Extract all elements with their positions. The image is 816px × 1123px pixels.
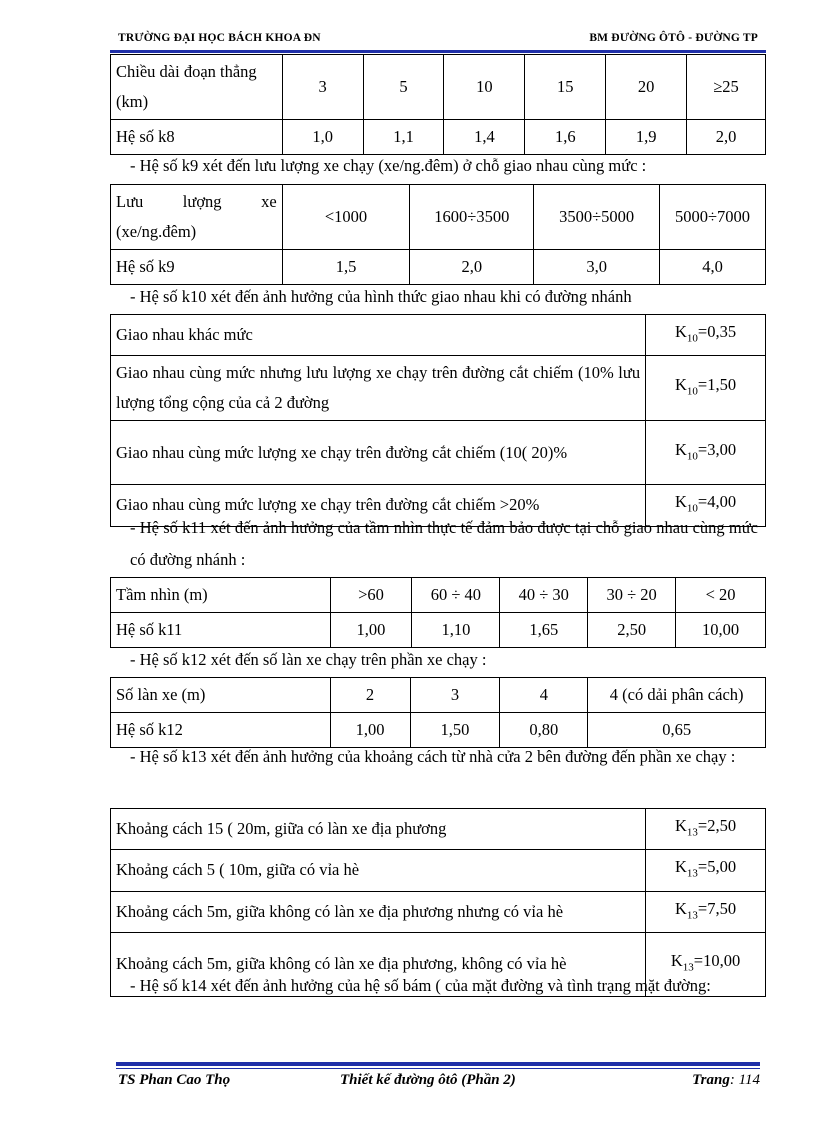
table-cell: Số làn xe (m) bbox=[111, 678, 331, 713]
table-cell: Giao nhau cùng mức lượng xe chạy trên đường cắt chiếm (10( 20)% bbox=[111, 421, 646, 485]
table-cell: Giao nhau khác mức bbox=[111, 315, 646, 356]
page-header bbox=[118, 32, 758, 50]
table-cell: 60 ÷ 40 bbox=[412, 578, 500, 613]
table-cell: 1,00 bbox=[330, 713, 410, 748]
paragraph-k12: - Hệ số k12 xét đến số làn xe chạy trên phần xe chạy : bbox=[130, 650, 487, 669]
footer-page-number: : 114 bbox=[729, 1072, 760, 1088]
table-cell: 3 bbox=[410, 678, 500, 713]
table-cell: 2,0 bbox=[687, 120, 766, 155]
table-cell: 1,5 bbox=[282, 250, 410, 285]
table-row bbox=[111, 578, 766, 613]
paragraph-k13: - Hệ số k13 xét đến ảnh hưởng của khoảng cách từ nhà cửa 2 bên đường đến phần xe chạy : bbox=[130, 747, 736, 766]
paragraph-k9: - Hệ số k9 xét đến lưu lượng xe chạy (xe/ng.đêm) ở chỗ giao nhau cùng mức : bbox=[130, 156, 647, 175]
coef-symbol: K bbox=[674, 439, 687, 459]
table-row bbox=[111, 315, 766, 356]
table-row bbox=[111, 356, 766, 421]
table-cell: 2,0 bbox=[410, 250, 534, 285]
table-cell: 10,00 bbox=[676, 613, 766, 648]
coef-subscript: 10 bbox=[686, 502, 698, 515]
table-cell bbox=[646, 315, 766, 356]
table-cell: 2 bbox=[330, 678, 410, 713]
table-cell: 5000÷7000 bbox=[660, 185, 766, 250]
table-cell: 1600÷3500 bbox=[410, 185, 534, 250]
table-cell: 20 bbox=[606, 55, 687, 120]
coef-value: =5,00 bbox=[697, 857, 737, 877]
table-cell: 30 ÷ 20 bbox=[588, 578, 676, 613]
table-row bbox=[111, 185, 766, 250]
table-cell: Giao nhau cùng mức lượng xe chạy trên đường cắt chiếm >20% bbox=[111, 485, 646, 526]
coef-subscript: 13 bbox=[686, 867, 698, 880]
table-cell: 1,1 bbox=[363, 120, 444, 155]
table-k10 bbox=[110, 314, 766, 527]
table-row bbox=[111, 678, 766, 713]
table-cell: Khoảng cách 15 ( 20m, giữa có làn xe địa phương bbox=[111, 809, 646, 850]
coef-symbol: K bbox=[670, 951, 683, 971]
table-cell: 10 bbox=[444, 55, 525, 120]
coef-value: =3,00 bbox=[697, 439, 737, 459]
table-cell: ≥25 bbox=[687, 55, 766, 120]
table-cell: 1,65 bbox=[500, 613, 588, 648]
table-cell bbox=[646, 809, 766, 850]
table-cell: Hệ số k11 bbox=[111, 613, 331, 648]
coef-subscript: 10 bbox=[686, 332, 698, 345]
table-k8 bbox=[110, 54, 766, 155]
table-cell: 1,0 bbox=[282, 120, 363, 155]
coef-subscript: 13 bbox=[686, 826, 698, 839]
table-cell: 1,10 bbox=[412, 613, 500, 648]
footer-book-title: Thiết kế đường ôtô (Phần 2) bbox=[340, 1072, 516, 1088]
table-row bbox=[111, 250, 766, 285]
coef-symbol: K bbox=[674, 857, 687, 877]
coef-value: =1,50 bbox=[697, 375, 737, 395]
paragraph-k11: - Hệ số k11 xét đến ảnh hưởng của tầm nhìn thực tế đảm bảo được tại chỗ giao nhau cùng mức có đường nhánh : bbox=[130, 518, 758, 569]
table-cell: 0,65 bbox=[588, 713, 766, 748]
table-cell: Tầm nhìn (m) bbox=[111, 578, 331, 613]
coef-subscript: 13 bbox=[686, 908, 698, 921]
table-cell: < 20 bbox=[676, 578, 766, 613]
coef-subscript: 13 bbox=[682, 961, 694, 974]
coef-value: =2,50 bbox=[697, 816, 737, 835]
table-row bbox=[111, 809, 766, 850]
table-cell: 15 bbox=[525, 55, 606, 120]
table-cell: 2,50 bbox=[588, 613, 676, 648]
table-k13 bbox=[110, 808, 766, 997]
table-row bbox=[111, 55, 766, 120]
table-cell: 4 bbox=[500, 678, 588, 713]
header-department: BM ĐƯỜNG ÔTÔ - ĐƯỜNG TP bbox=[589, 32, 758, 44]
table-cell: 40 ÷ 30 bbox=[500, 578, 588, 613]
table-cell: Khoảng cách 5m, giữa không có làn xe địa phương nhưng có vỉa hè bbox=[111, 891, 646, 932]
table-cell: 4 (có dải phân cách) bbox=[588, 678, 766, 713]
table-row bbox=[111, 891, 766, 932]
paragraph-k14: - Hệ số k14 xét đến ảnh hưởng của hệ số bám ( của mặt đường và tình trạng mặt đường: bbox=[130, 976, 711, 995]
table-cell: 1,50 bbox=[410, 713, 500, 748]
header-university: TRƯỜNG ĐẠI HỌC BÁCH KHOA ĐN bbox=[118, 32, 321, 44]
coef-symbol: K bbox=[674, 898, 687, 918]
table-cell: Khoảng cách 5m, giữa không có làn xe địa phương, không có vỉa hè bbox=[111, 932, 646, 996]
coef-symbol: K bbox=[674, 492, 687, 512]
table-cell: Chiều dài đoạn thẳng (km) bbox=[111, 55, 283, 120]
table-k9 bbox=[110, 184, 766, 285]
table-row bbox=[111, 613, 766, 648]
coef-value: =10,00 bbox=[693, 951, 741, 971]
paragraph-k10: - Hệ số k10 xét đến ảnh hưởng của hình thức giao nhau khi có đường nhánh bbox=[130, 287, 632, 306]
table-k11 bbox=[110, 577, 766, 648]
table-cell bbox=[646, 421, 766, 485]
table-cell: >60 bbox=[330, 578, 412, 613]
table-cell bbox=[646, 356, 766, 421]
coef-subscript: 10 bbox=[686, 449, 698, 462]
table-cell: 0,80 bbox=[500, 713, 588, 748]
footer-rule-thin bbox=[116, 1068, 760, 1069]
table-cell: 1,6 bbox=[525, 120, 606, 155]
coef-value: =7,50 bbox=[697, 898, 737, 918]
table-cell: 3500÷5000 bbox=[534, 185, 660, 250]
table-cell: Hệ số k12 bbox=[111, 713, 331, 748]
table-cell: 1,9 bbox=[606, 120, 687, 155]
table-k12 bbox=[110, 677, 766, 748]
coef-symbol: K bbox=[674, 322, 687, 341]
table-cell: Lưu lượng xe (xe/ng.đêm) bbox=[111, 185, 283, 250]
header-rule bbox=[110, 50, 766, 53]
table-cell: Hệ số k8 bbox=[111, 120, 283, 155]
coef-subscript: 10 bbox=[686, 385, 698, 398]
table-row bbox=[111, 421, 766, 485]
footer-page-label: Trang bbox=[692, 1072, 730, 1088]
footer-rule bbox=[116, 1062, 760, 1066]
table-cell: Hệ số k9 bbox=[111, 250, 283, 285]
footer-page bbox=[692, 1072, 760, 1089]
table-cell: 5 bbox=[363, 55, 444, 120]
table-cell: Khoảng cách 5 ( 10m, giữa có vỉa hè bbox=[111, 850, 646, 891]
coef-value: =0,35 bbox=[697, 322, 737, 341]
table-cell: 1,00 bbox=[330, 613, 412, 648]
table-cell: 3 bbox=[282, 55, 363, 120]
table-cell bbox=[646, 850, 766, 891]
table-row bbox=[111, 850, 766, 891]
table-cell: 3,0 bbox=[534, 250, 660, 285]
table-cell: 1,4 bbox=[444, 120, 525, 155]
footer-author: TS Phan Cao Thọ bbox=[118, 1072, 231, 1088]
coef-symbol: K bbox=[674, 816, 687, 835]
coef-symbol: K bbox=[674, 375, 687, 395]
table-cell bbox=[646, 891, 766, 932]
coef-value: =4,00 bbox=[697, 492, 737, 512]
table-cell: Giao nhau cùng mức nhưng lưu lượng xe chạy trên đường cắt chiếm (10% lưu lượng tổng cộng của cả 2 đường bbox=[111, 356, 646, 421]
table-cell: <1000 bbox=[282, 185, 410, 250]
table-cell: 4,0 bbox=[660, 250, 766, 285]
